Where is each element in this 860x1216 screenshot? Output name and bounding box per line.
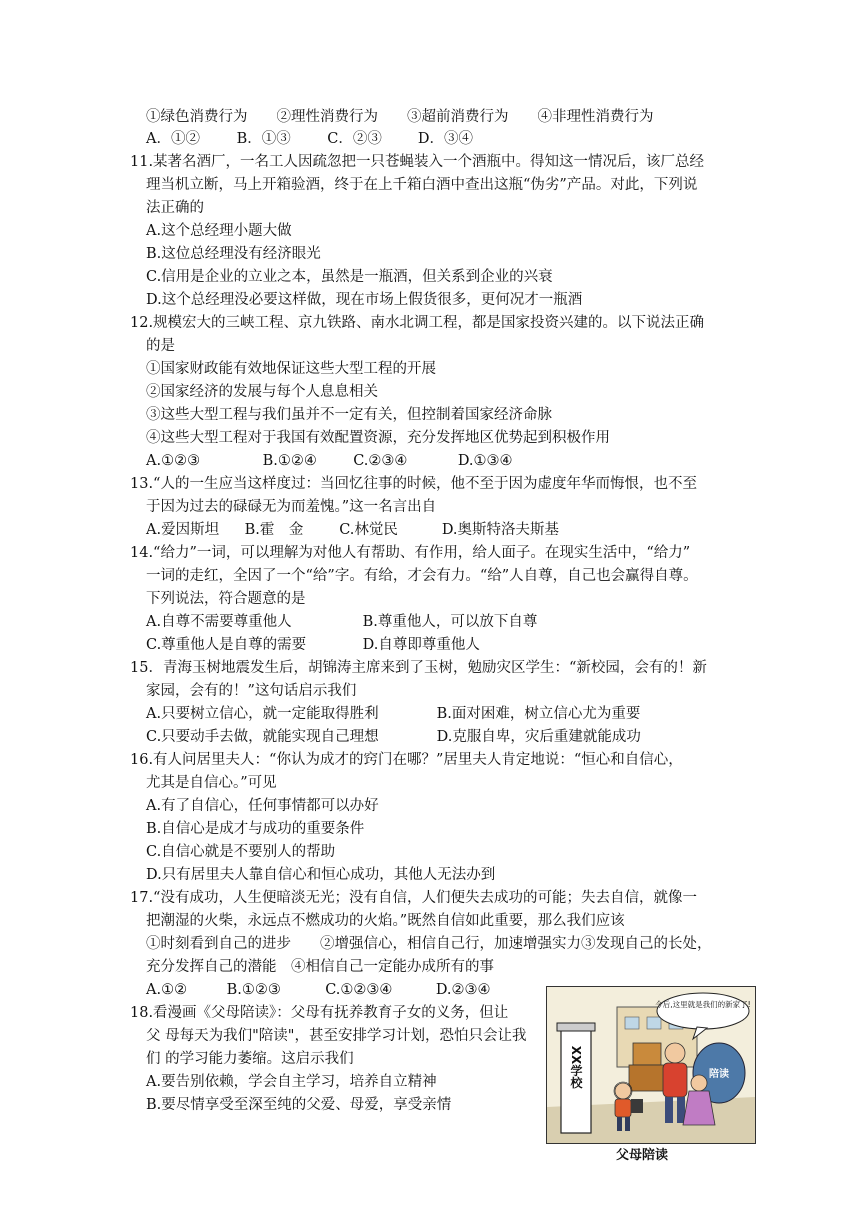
q16-stem-line: 16.有人问居里夫人：“你认为成才的窍门在哪？”居里夫人肯定地说：“恒心和自信心，	[130, 752, 683, 768]
q17-option-b: B.①②③	[226, 982, 281, 998]
q17-option-d: D.②③④	[435, 982, 491, 998]
q17-option-a: A.①②	[146, 982, 188, 998]
q11-stem-line: 11.某著名酒厂，一名工人因疏忽把一只苍蝇装入一个酒瓶中。得知这一情况后，该厂总经	[130, 154, 705, 170]
q11-option-d: D.这个总经理没必要这样做，现在市场上假货很多，更何况才一瓶酒	[146, 292, 583, 308]
q15-option-c: C.只要动手去做，就能实现自己理想	[146, 729, 379, 745]
q10-choices: ①绿色消费行为 ②理性消费行为 ③超前消费行为 ④非理性消费行为	[146, 109, 654, 125]
q12-options	[146, 450, 513, 472]
q12-stem-line: 的是	[146, 338, 175, 354]
q12-option-c: C.②③④	[353, 453, 408, 469]
q18-stem-line: 们 的学习能力萎缩。这启示我们	[146, 1051, 354, 1067]
q14-option-a: A.自尊不需要尊重他人	[146, 614, 292, 630]
q18-option-a: A.要告别依赖，学会自主学习，培养自立精神	[146, 1074, 437, 1090]
q16-option-a: A.有了自信心，任何事情都可以办好	[146, 798, 379, 814]
q12-item: ③这些大型工程与我们虽并不一定有关，但控制着国家经济命脉	[146, 407, 552, 423]
q11-option-c: C.信用是企业的立业之本，虽然是一瓶酒，但关系到企业的兴衰	[146, 269, 553, 285]
q13-option-c: C.林觉民	[339, 522, 398, 538]
q12-stem-line: 12.规模宏大的三峡工程、京九铁路、南水北调工程，都是国家投资兴建的。以下说法正确	[130, 315, 705, 331]
q10-option-d: D．③④	[417, 131, 473, 147]
cartoon-speech-text: 今后,这里就是我们的新家了!	[655, 1000, 751, 1009]
q15-option-d: D.克服自卑，灾后重建就能成功	[436, 729, 641, 745]
q12-item: ①国家财政能有效地保证这些大型工程的开展	[146, 361, 436, 377]
q15-stem-line: 家园，会有的！”这句话启示我们	[146, 683, 357, 699]
q11-stem-line: 法正确的	[146, 200, 204, 216]
q16-option-d: D.只有居里夫人靠自信心和恒心成功，其他人无法办到	[146, 867, 496, 883]
q11-option-a: A.这个总经理小题大做	[146, 223, 292, 239]
q15-options-row	[146, 726, 641, 748]
q14-option-b: B.尊重他人，可以放下自尊	[362, 614, 538, 630]
q16-option-b: B.自信心是成才与成功的重要条件	[146, 821, 365, 837]
q12-option-a: A.①②③	[146, 453, 201, 469]
q15-options-row	[146, 703, 640, 725]
cartoon-bag-label: 陪读	[709, 1069, 729, 1080]
q12-item: ④这些大型工程对于我国有效配置资源，充分发挥地区优势起到积极作用	[146, 430, 610, 446]
cartoon-school-sign: XX学校	[569, 1045, 583, 1089]
svg-text:今后,这里就是我们的新家了!	[655, 999, 750, 1009]
q13-stem-line: 13.“人的一生应当这样度过：当回忆往事的时候，他不至于因为虚度年华而悔恨，也不至	[130, 476, 697, 492]
q11-stem-line: 理当机立断，马上开箱验酒，终于在上千箱白酒中查出这瓶“伪劣”产品。对此，下列说	[146, 177, 698, 193]
q16-stem-line: 尤其是自信心。”可见	[146, 775, 277, 791]
q10-options	[146, 128, 473, 150]
q13-option-a: A.爱因斯坦	[146, 522, 220, 538]
q15-option-b: B.面对困难，树立信心尤为重要	[436, 706, 641, 722]
cartoon-parents-accompany-study	[546, 986, 756, 1144]
q17-stem-line: 充分发挥自己的潜能 ④相信自己一定能办成所有的事	[146, 959, 494, 975]
q17-options	[146, 979, 491, 1001]
q17-option-c: C.①②③④	[325, 982, 393, 998]
q10-option-c: C．②③	[327, 131, 382, 147]
q14-option-c: C.尊重他人是自尊的需要	[146, 637, 307, 653]
q10-option-a: A．①②	[146, 131, 200, 147]
q13-options	[146, 519, 559, 541]
q18-stem-line: 18.看漫画《父母陪读》：父母有抚养教育子女的义务，但让	[130, 1005, 509, 1021]
cartoon-illustration	[547, 987, 755, 1143]
q14-stem-line: 一词的走红，全因了一个“给”字。有给，才会有力。“给”人自尊，自己也会赢得自尊。	[146, 568, 698, 584]
q14-stem-line: 14.“给力”一词，可以理解为对他人有帮助、有作用，给人面子。在现实生活中，“给力”	[130, 545, 691, 561]
q12-option-b: B.①②④	[262, 453, 317, 469]
q13-option-d: D.奥斯特洛夫斯基	[441, 522, 560, 538]
q17-stem-line: 17.“没有成功，人生便暗淡无光；没有自信，人们便失去成功的可能；失去自信，就像一	[130, 890, 697, 906]
q13-option-b: B.霍 金	[244, 522, 304, 538]
q11-option-b: B.这位总经理没有经济眼光	[146, 246, 321, 262]
q14-options-row	[146, 611, 537, 633]
q10-option-b: B．①③	[236, 131, 291, 147]
q14-option-d: D.自尊即尊重他人	[362, 637, 480, 653]
q14-options-row	[146, 634, 480, 656]
q15-stem-line: 15．青海玉树地震发生后，胡锦涛主席来到了玉树，勉励灾区学生：“新校园，会有的！新	[130, 660, 707, 676]
q14-stem-line: 下列说法，符合题意的是	[146, 591, 306, 607]
q12-item: ②国家经济的发展与每个人息息相关	[146, 384, 378, 400]
q16-option-c: C.自信心就是不要别人的帮助	[146, 844, 336, 860]
q18-stem-line: 父 母每天为我们"陪读"，甚至安排学习计划，恐怕只会让我	[146, 1028, 527, 1044]
q18-option-b: B.要尽情享受至深至纯的父爱、母爱，享受亲情	[146, 1097, 452, 1113]
q17-stem-line: 把潮湿的火柴，永远点不燃成功的火焰。”既然自信如此重要，那么我们应该	[146, 913, 625, 929]
cartoon-caption: 父母陪读	[616, 1148, 669, 1163]
q12-option-d: D.①③④	[457, 453, 513, 469]
q15-option-a: A.只要树立信心，就一定能取得胜利	[146, 706, 379, 722]
q17-stem-line: ①时刻看到自己的进步 ②增强信心，相信自己行，加速增强实力③发现自己的长处，	[146, 936, 712, 952]
q13-stem-line: 于因为过去的碌碌无为而羞愧。”这一名言出自	[146, 499, 437, 515]
